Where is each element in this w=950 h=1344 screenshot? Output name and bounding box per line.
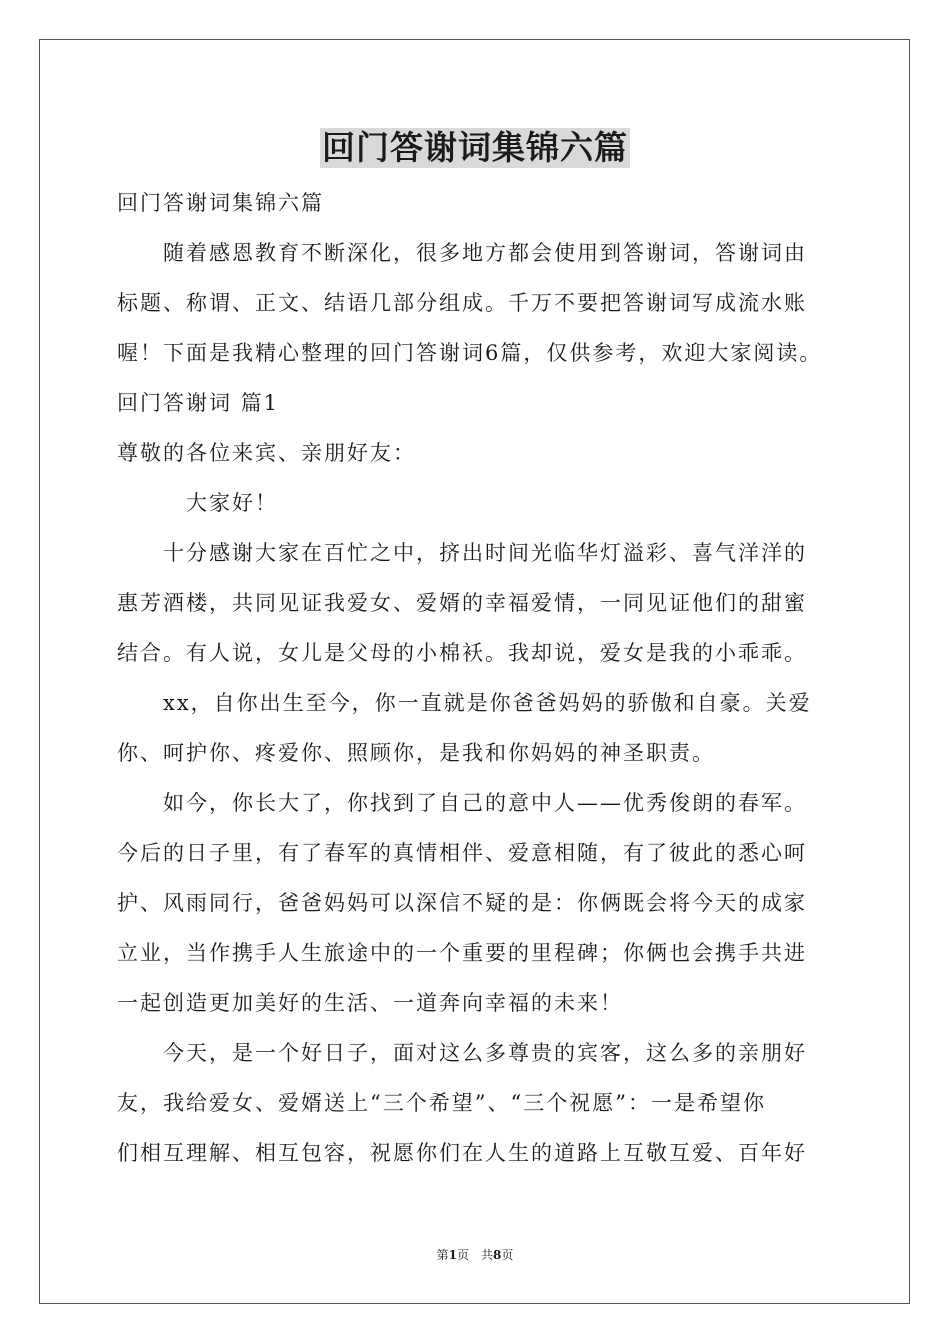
section-heading: 回门答谢词 篇1 <box>117 391 280 415</box>
document-title: 回门答谢词集锦六篇 <box>322 128 628 167</box>
text-line: 随着感恩教育不断深化，很多地方都会使用到答谢词，答谢词由 <box>117 241 807 265</box>
text-line: 们相互理解、相互包容，祝愿你们在人生的道路上互敬互爱、百年好 <box>117 1141 807 1165</box>
text-line: 今后的日子里，有了春军的真情相伴、爱意相随，有了彼此的悉心呵 <box>117 841 807 865</box>
text-line: xx，自你出生至今，你一直就是你爸爸妈妈的骄傲和自豪。关爱 <box>117 691 812 715</box>
page-label-post: 页 <box>501 1248 514 1262</box>
text-line: 如今，你长大了，你找到了自己的意中人——优秀俊朗的春军。 <box>117 791 807 815</box>
page-label-pre: 第 <box>436 1248 449 1262</box>
document-body <box>117 178 847 1178</box>
text-line: 回门答谢词集锦六篇 <box>117 191 324 215</box>
text-line: 立业，当作携手人生旅途中的一个重要的里程碑；你俩也会携手共进 <box>117 941 807 965</box>
text-line: 标题、称谓、正文、结语几部分组成。千万不要把答谢词写成流水账 <box>117 291 807 315</box>
text-line: 你、呵护你、疼爱你、照顾你，是我和你妈妈的神圣职责。 <box>117 741 715 765</box>
page-footer <box>0 1246 950 1263</box>
text-line: 友，我给爱女、爱婿送上“三个希望”、“三个祝愿”：一是希望你 <box>117 1091 766 1115</box>
text-line: 十分感谢大家在百忙之中，挤出时间光临华灯溢彩、喜气洋洋的 <box>117 541 807 565</box>
text-line: 今天，是一个好日子，面对这么多尊贵的宾客，这么多的亲朋好 <box>117 1041 807 1065</box>
greeting: 大家好！ <box>117 491 278 515</box>
text-line: 一起创造更加美好的生活、一道奔向幸福的未来！ <box>117 991 623 1015</box>
page-label-mid: 页 共 <box>456 1248 493 1262</box>
text-line: 喔！下面是我精心整理的回门答谢词6篇，仅供参考，欢迎大家阅读。 <box>117 341 823 365</box>
page-total: 8 <box>493 1248 502 1262</box>
page-current: 1 <box>448 1248 457 1262</box>
salutation: 尊敬的各位来宾、亲朋好友： <box>117 441 416 465</box>
title-area <box>0 128 950 168</box>
text-line: 惠芳酒楼，共同见证我爱女、爱婿的幸福爱情，一同见证他们的甜蜜 <box>117 591 807 615</box>
text-line: 护、风雨同行，爸爸妈妈可以深信不疑的是：你俩既会将今天的成家 <box>117 891 807 915</box>
text-line: 结合。有人说，女儿是父母的小棉袄。我却说，爱女是我的小乖乖。 <box>117 641 807 665</box>
